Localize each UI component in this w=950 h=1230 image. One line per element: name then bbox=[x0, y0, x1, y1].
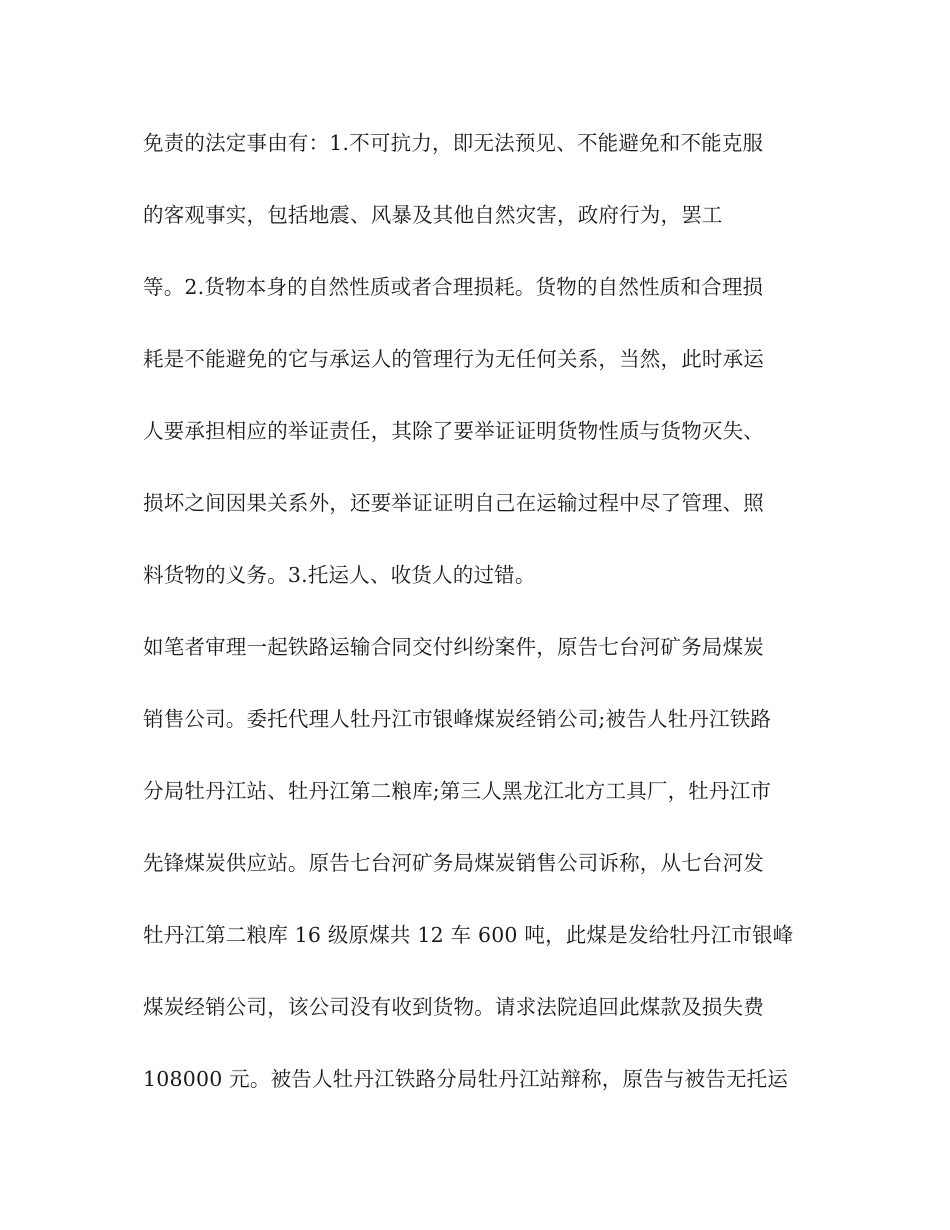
text-line: 先锋煤炭供应站。原告七台河矿务局煤炭销售公司诉称，从七台河发 bbox=[143, 851, 764, 875]
text-line: 人要承担相应的举证责任，其除了要举证证明货物性质与货物灭失、 bbox=[143, 419, 764, 443]
text-line: 损坏之间因果关系外，还要举证证明自己在运输过程中尽了管理、照 bbox=[143, 491, 764, 515]
text-line: 的客观事实，包括地震、风暴及其他自然灾害，政府行为，罢工 bbox=[143, 203, 723, 227]
text-line: 煤炭经销公司，该公司没有收到货物。请求法院追回此煤款及损失费 bbox=[143, 995, 764, 1019]
text-line: 分局牡丹江站、牡丹江第二粮库;第三人黑龙江北方工具厂，牡丹江市 bbox=[143, 779, 772, 803]
text-line: 耗是不能避免的它与承运人的管理行为无任何关系，当然，此时承运 bbox=[143, 347, 764, 371]
text-line: 料货物的义务。3.托运人、收货人的过错。 bbox=[143, 563, 536, 587]
text-line: 免责的法定事由有：1.不可抗力，即无法预见、不能避免和不能克服 bbox=[143, 131, 764, 155]
text-line: 销售公司。委托代理人牡丹江市银峰煤炭经销公司;被告人牡丹江铁路 bbox=[143, 707, 772, 731]
text-line: 牡丹江第二粮库 16 级原煤共 12 车 600 吨，此煤是发给牡丹江市银峰 bbox=[143, 923, 794, 947]
text-line: 如笔者审理一起铁路运输合同交付纠纷案件，原告七台河矿务局煤炭 bbox=[143, 635, 764, 659]
text-line: 等。2.货物本身的自然性质或者合理损耗。货物的自然性质和合理损 bbox=[143, 275, 764, 299]
text-line: 108000 元。被告人牡丹江铁路分局牡丹江站辩称，原告与被告无托运 bbox=[143, 1067, 789, 1091]
